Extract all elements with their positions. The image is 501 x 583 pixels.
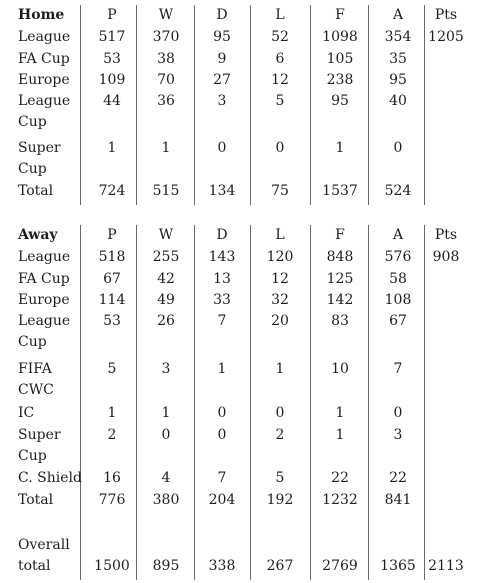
row-label: Cup — [18, 161, 47, 177]
table-cell: 1 — [161, 140, 171, 156]
table-cell: 380 — [152, 492, 180, 508]
table-cell: 27 — [213, 72, 231, 88]
row-label: C. Shield — [18, 470, 82, 486]
table-cell: 1098 — [322, 29, 358, 45]
row-label: CWC — [18, 382, 54, 398]
table-cell: 518 — [98, 249, 126, 265]
column-divider — [368, 225, 369, 580]
table-cell: 1 — [275, 361, 285, 377]
column-divider — [136, 5, 137, 205]
table-cell: 1 — [107, 140, 117, 156]
table-cell: 0 — [393, 405, 403, 421]
table-cell: 1205 — [428, 29, 464, 45]
table-cell: 1 — [161, 405, 171, 421]
table-cell: 58 — [389, 271, 407, 287]
column-header-a: A — [392, 7, 404, 23]
table-cell: 4 — [161, 470, 171, 486]
column-divider — [194, 5, 195, 205]
table-cell: 192 — [266, 492, 294, 508]
table-cell: 238 — [326, 72, 354, 88]
table-cell: 0 — [161, 427, 171, 443]
table-cell: 1 — [107, 405, 117, 421]
overall-total-cell: 2769 — [322, 558, 358, 574]
table-cell: 841 — [384, 492, 412, 508]
column-header-l: L — [275, 227, 285, 243]
table-cell: 95 — [389, 72, 407, 88]
table-cell: 22 — [389, 470, 407, 486]
table-cell: 848 — [326, 249, 354, 265]
column-header-p: P — [107, 7, 117, 23]
table-cell: 67 — [103, 271, 121, 287]
table-cell: 20 — [271, 313, 289, 329]
row-label: Cup — [18, 334, 47, 350]
row-label: Super — [18, 427, 61, 443]
table-cell: 3 — [161, 361, 171, 377]
row-label: League — [18, 29, 71, 45]
column-header-d: D — [216, 227, 228, 243]
overall-total-cell: 895 — [152, 558, 180, 574]
table-cell: 724 — [98, 183, 126, 199]
table-cell: 42 — [157, 271, 175, 287]
row-label: FA Cup — [18, 51, 70, 67]
column-divider — [250, 225, 251, 580]
overall-total-label: total — [18, 558, 51, 574]
column-divider — [368, 5, 369, 205]
table-cell: 0 — [217, 427, 227, 443]
table-cell: 1 — [335, 140, 345, 156]
column-header-f: F — [335, 227, 345, 243]
table-cell: 36 — [157, 93, 175, 109]
table-cell: 524 — [384, 183, 412, 199]
overall-total-cell: 267 — [266, 558, 294, 574]
table-cell: 22 — [331, 470, 349, 486]
table-cell: 1 — [217, 361, 227, 377]
table-cell: 83 — [331, 313, 349, 329]
column-divider — [80, 225, 81, 580]
table-cell: 370 — [152, 29, 180, 45]
table-cell: 2 — [107, 427, 117, 443]
column-header-w: W — [158, 7, 174, 23]
column-divider — [250, 5, 251, 205]
column-divider — [136, 225, 137, 580]
column-divider — [310, 5, 311, 205]
table-cell: 255 — [152, 249, 180, 265]
table-cell: 12 — [271, 72, 289, 88]
table-cell: 13 — [213, 271, 231, 287]
column-header-a: A — [392, 227, 404, 243]
table-cell: 40 — [389, 93, 407, 109]
table-cell: 776 — [98, 492, 126, 508]
table-cell: 44 — [103, 93, 121, 109]
table-cell: 32 — [271, 292, 289, 308]
overall-total-cell: 2113 — [428, 558, 464, 574]
row-label: FA Cup — [18, 271, 70, 287]
table-cell: 1 — [335, 405, 345, 421]
home-section-title: Home — [18, 7, 65, 23]
row-label: Europe — [18, 292, 70, 308]
table-cell: 9 — [217, 51, 227, 67]
row-label: Europe — [18, 72, 70, 88]
row-label: Cup — [18, 114, 47, 130]
table-cell: 5 — [275, 470, 285, 486]
table-cell: 105 — [326, 51, 354, 67]
table-cell: 12 — [271, 271, 289, 287]
table-cell: 53 — [103, 313, 121, 329]
table-cell: 95 — [331, 93, 349, 109]
row-label: IC — [18, 405, 35, 421]
row-label: League — [18, 93, 71, 109]
row-label: Total — [18, 183, 54, 199]
table-cell: 0 — [275, 140, 285, 156]
overall-total-cell: 338 — [208, 558, 236, 574]
table-cell: 6 — [275, 51, 285, 67]
column-divider — [80, 5, 81, 205]
row-label: Cup — [18, 448, 47, 464]
table-cell: 49 — [157, 292, 175, 308]
table-cell: 67 — [389, 313, 407, 329]
table-cell: 0 — [393, 140, 403, 156]
table-cell: 75 — [271, 183, 289, 199]
table-cell: 517 — [98, 29, 126, 45]
table-cell: 143 — [208, 249, 236, 265]
row-label: FIFA — [18, 361, 52, 377]
column-header-l: L — [275, 7, 285, 23]
table-cell: 0 — [217, 405, 227, 421]
column-divider — [310, 225, 311, 580]
table-cell: 109 — [98, 72, 126, 88]
column-header-f: F — [335, 7, 345, 23]
table-cell: 576 — [384, 249, 412, 265]
row-label: League — [18, 313, 71, 329]
row-label: Super — [18, 140, 61, 156]
table-cell: 16 — [103, 470, 121, 486]
table-cell: 1232 — [322, 492, 358, 508]
table-cell: 3 — [217, 93, 227, 109]
table-cell: 33 — [213, 292, 231, 308]
table-cell: 53 — [103, 51, 121, 67]
table-cell: 1537 — [322, 183, 358, 199]
table-cell: 5 — [107, 361, 117, 377]
overall-total-cell: 1500 — [94, 558, 130, 574]
table-cell: 35 — [389, 51, 407, 67]
table-cell: 3 — [393, 427, 403, 443]
away-section-title: Away — [18, 227, 58, 243]
row-label: League — [18, 249, 71, 265]
table-cell: 70 — [157, 72, 175, 88]
column-divider — [424, 225, 425, 580]
column-header-d: D — [216, 7, 228, 23]
table-cell: 95 — [213, 29, 231, 45]
table-cell: 7 — [217, 470, 227, 486]
table-cell: 7 — [393, 361, 403, 377]
table-cell: 142 — [326, 292, 354, 308]
table-cell: 515 — [152, 183, 180, 199]
overall-total-cell: 1365 — [380, 558, 416, 574]
table-cell: 2 — [275, 427, 285, 443]
column-header-w: W — [158, 227, 174, 243]
overall-total-label: Overall — [18, 537, 70, 553]
table-cell: 125 — [326, 271, 354, 287]
table-cell: 204 — [208, 492, 236, 508]
column-header-pts: Pts — [434, 227, 458, 243]
table-cell: 38 — [157, 51, 175, 67]
row-label: Total — [18, 492, 54, 508]
table-cell: 52 — [271, 29, 289, 45]
table-cell: 5 — [275, 93, 285, 109]
table-cell: 1 — [335, 427, 345, 443]
table-cell: 908 — [432, 249, 460, 265]
table-cell: 7 — [217, 313, 227, 329]
column-header-p: P — [107, 227, 117, 243]
column-divider — [194, 225, 195, 580]
table-cell: 114 — [98, 292, 126, 308]
table-cell: 0 — [275, 405, 285, 421]
table-cell: 0 — [217, 140, 227, 156]
table-cell: 120 — [266, 249, 294, 265]
table-cell: 26 — [157, 313, 175, 329]
table-cell: 108 — [384, 292, 412, 308]
table-cell: 10 — [331, 361, 349, 377]
column-header-pts: Pts — [434, 7, 458, 23]
column-divider — [424, 5, 425, 205]
table-cell: 134 — [208, 183, 236, 199]
table-cell: 354 — [384, 29, 412, 45]
